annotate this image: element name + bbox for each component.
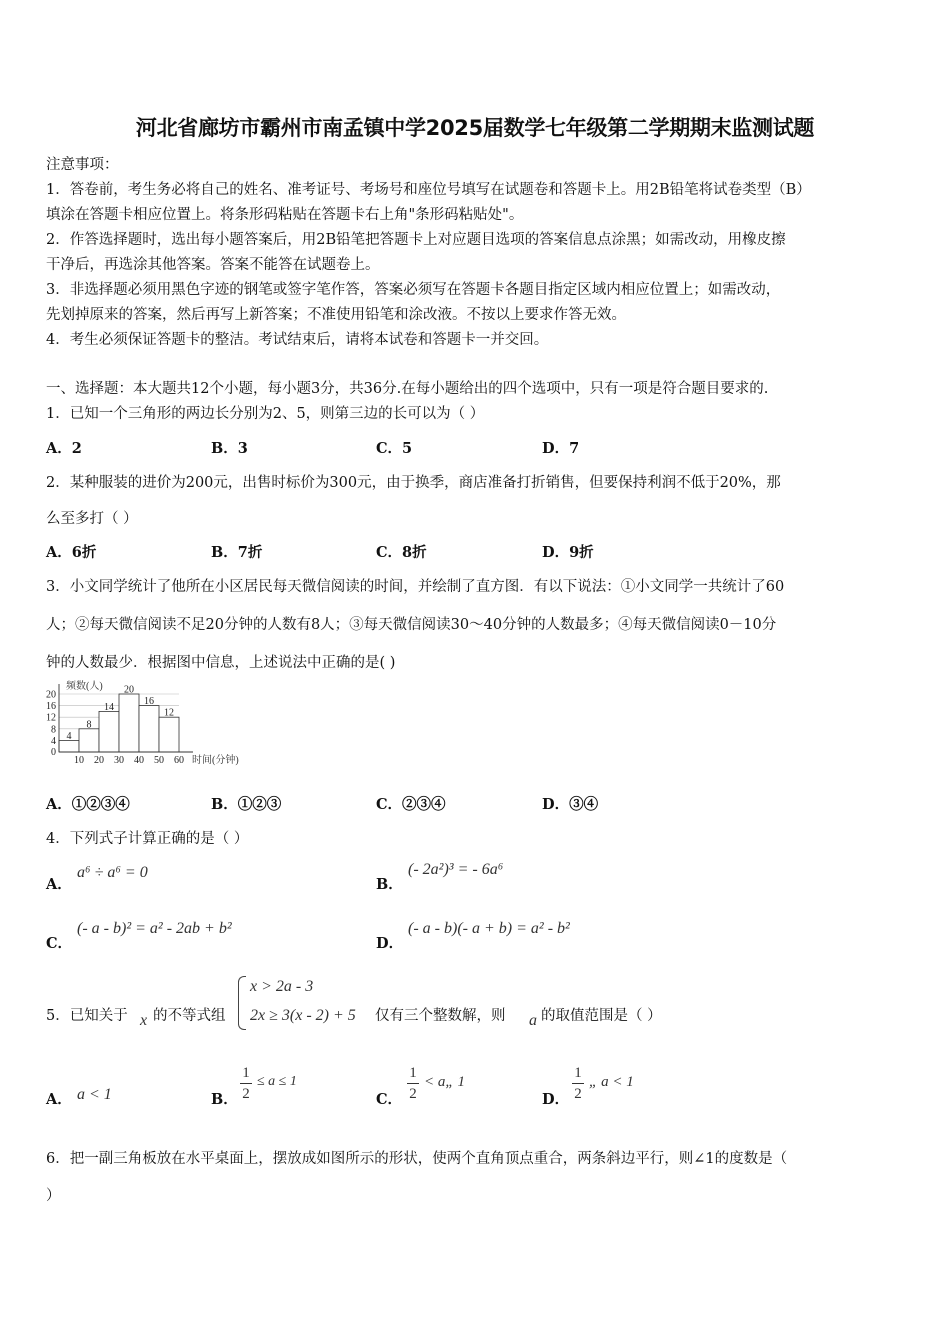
fraction-numerator: 1 [242,1065,250,1081]
q5-option-b-fraction [240,1064,252,1103]
question-3-stem-cont: 人；②每天微信阅读不足20分钟的人数有8人；③每天微信阅读30～40分钟的人数最多；④每天微信阅读0－10分 [46,617,777,633]
histogram-chart [44,680,264,772]
notice-line: 3．非选择题必须用黑色字迹的钢笔或签字笔作答，答案必须写在答题卡各题目指定区域内相应位置上；如需改动， [46,282,781,298]
q4-option-b-expression: (- 2a²)³ = - 6a⁶ [408,861,504,878]
notice-line: 1．答卷前，考生务必将自己的姓名、准考证号、考场号和座位号填写在试题卷和答题卡上。用2B铅笔将试卷类型（B） [46,182,811,198]
q2-option-c: C．8折 [376,544,427,561]
q5-variable-x: x [140,1012,148,1029]
q2-option-b: B．7折 [211,544,263,561]
question-3-stem-cont: 钟的人数最少．根据图中信息，上述说法中正确的是( ) [46,655,396,671]
q5-option-b-expression: ≤ a ≤ 1 [257,1074,297,1089]
q1-option-d: D．7 [542,440,580,457]
y-tick-label: 12 [46,712,56,724]
question-6-stem-cont: ） [46,1188,61,1204]
question-5-prefix: 5．已知关于 [46,1008,128,1024]
fraction-bar [407,1083,419,1084]
question-2-stem-cont: 么至多打（ ） [46,511,138,527]
q5-option-a-label: A． [46,1091,72,1108]
q4-option-d-expression: (- a - b)(- a + b) = a² - b² [408,920,570,937]
y-tick-label: 20 [46,689,56,701]
notice-line: 干净后，再选涂其他答案。答案不能答在试题卷上。 [46,257,380,273]
q4-option-a-expression: a⁶ ÷ a⁶ = 0 [77,864,148,881]
question-1-stem: 1．已知一个三角形的两边长分别为2、5，则第三边的长可以为（ ） [46,406,485,422]
bar-value-label: 16 [144,696,154,708]
notice-line: 填涂在答题卡相应位置上。将条形码粘贴在答题卡右上角"条形码粘贴处"。 [46,207,524,223]
q5-variable-a: a [529,1012,537,1029]
q2-option-a: A．6折 [46,544,97,561]
question-3-stem: 3．小文同学统计了他所在小区居民每天微信阅读的时间，并绘制了直方图．有以下说法：①小文同学一共统计了60 [46,579,785,595]
q5-option-a-expression: a < 1 [77,1086,112,1103]
x-tick-label: 50 [154,755,164,766]
question-5-tail: 的取值范围是（ ） [541,1008,662,1024]
notice-line: 先划掉原来的答案，然后再写上新答案；不准使用铅笔和涂改液。不按以上要求作答无效。 [46,307,626,323]
histogram-bar [79,729,99,752]
x-tick-label: 10 [74,755,84,766]
y-tick-label: 0 [51,747,56,758]
q5-option-b-label: B． [211,1091,238,1108]
q1-option-b: B．3 [211,440,248,457]
y-tick-label: 4 [51,735,56,747]
histogram-bar [159,717,179,752]
q4-option-c-label: C． [46,935,73,952]
question-5-suffix: 仅有三个整数解，则 [375,1008,506,1024]
bar-value-label: 20 [124,684,134,696]
y-tick-label: 8 [51,724,56,736]
q3-option-a: A．①②③④ [46,796,130,813]
q3-option-c: C．②③④ [376,796,446,813]
q3-option-d: D．③④ [542,796,599,813]
q5-option-d-expression: „ a < 1 [589,1074,634,1090]
bar-value-label: 12 [164,707,174,719]
q5-option-d-label: D． [542,1091,570,1108]
q4-option-d-label: D． [376,935,404,952]
notice-line: 2．作答选择题时，选出每小题答案后，用2B铅笔把答题卡上对应题目选项的答案信息点涂黑；如需改动，用橡皮擦 [46,232,786,248]
q2-option-d: D．9折 [542,544,594,561]
q5-system-brace [238,976,246,1030]
y-tick-label: 16 [46,701,56,713]
question-4-stem: 4．下列式子计算正确的是（ ） [46,831,249,847]
fraction-denominator: 2 [409,1086,417,1102]
fraction-numerator: 1 [574,1065,582,1081]
q5-option-c-label: C． [376,1091,403,1108]
notice-line: 4．考生必须保证答题卡的整洁。考试结束后，请将本试卷和答题卡一并交回。 [46,332,549,348]
bar-value-label: 4 [66,730,72,742]
fraction-denominator: 2 [574,1086,582,1102]
q5-inequality-2: 2x ≥ 3(x - 2) + 5 [250,1007,356,1024]
y-axis-title: 频数(人) [66,681,103,692]
q4-option-a-label: A． [46,876,72,893]
question-2-stem: 2．某种服装的进价为200元，出售时标价为300元，由于换季，商店准备打折销售，但要保持利润不低于20%，那 [46,475,781,491]
fraction-bar [572,1083,584,1084]
x-tick-label: 40 [134,755,144,766]
histogram-bar [119,694,139,752]
q5-inequality-1: x > 2a - 3 [250,978,314,995]
x-tick-label: 60 [174,755,184,766]
section-heading: 一、选择题：本大题共12个小题，每小题3分，共36分.在每小题给出的四个选项中，只有一项是符合题目要求的. [46,381,769,397]
bar-value-label: 8 [86,719,92,731]
bar-value-label: 14 [104,701,114,713]
histogram-bar [139,706,159,752]
q1-option-a: A．2 [46,440,82,457]
fraction-numerator: 1 [409,1065,417,1081]
notice-heading: 注意事项： [46,157,119,173]
q1-option-c: C．5 [376,440,413,457]
q3-option-b: B．①②③ [211,796,282,813]
q4-option-c-expression: (- a - b)² = a² - 2ab + b² [77,920,232,937]
x-tick-label: 30 [114,755,124,766]
question-6-stem: 6．把一副三角板放在水平桌面上，摆放成如图所示的形状，使两个直角顶点重合，两条斜边平行，则∠1的度数是（ [46,1151,788,1167]
q4-option-b-label: B． [376,876,403,893]
x-axis-title: 时间(分钟) [192,755,239,766]
histogram-bar [59,740,79,752]
q5-option-d-fraction [572,1064,584,1103]
q5-option-c-expression: < a„ 1 [424,1074,465,1090]
fraction-bar [240,1083,252,1084]
question-5-mid: 的不等式组 [153,1008,226,1024]
q5-option-c-fraction [407,1064,419,1103]
x-tick-label: 20 [94,755,104,766]
histogram-bar [99,711,119,752]
fraction-denominator: 2 [242,1086,250,1102]
page-title: 河北省廊坊市霸州市南孟镇中学2025届数学七年级第二学期期末监测试题 [135,116,815,140]
